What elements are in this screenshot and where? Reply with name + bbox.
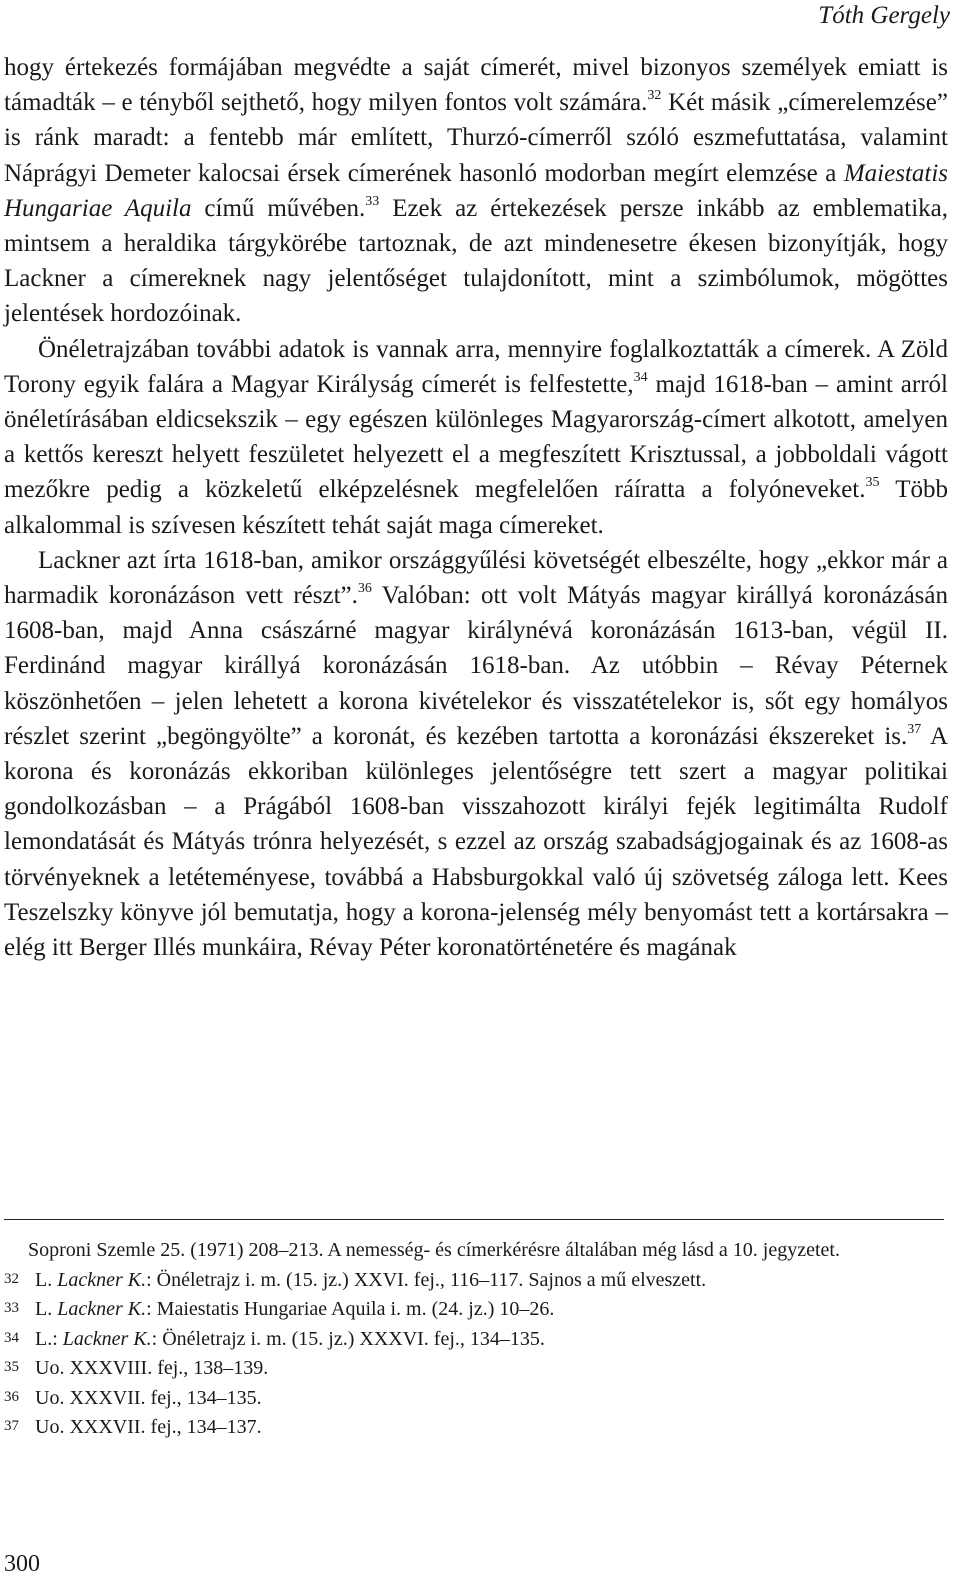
footnotes (4, 1236, 944, 1443)
footnote-36 (4, 1384, 944, 1414)
footnote-ref-33[interactable]: 33 (365, 193, 380, 209)
footnote-33 (4, 1295, 944, 1325)
main-text (4, 50, 948, 965)
book-title: Maiestatis Hungariae Aquila (4, 159, 948, 222)
footnote-author: Lackner K. (57, 1298, 147, 1320)
text-span: Két másik „címerelemzése” is ránk maradt: a fentebb már említett, Thurzó-címerről szóló eszmefuttatása, valamint Náprágyi Demeter kalocsai érsek címerének hasonló modorban megírt elemzése a (4, 89, 948, 187)
paragraph (4, 543, 948, 965)
footnote-text: L. (35, 1298, 58, 1320)
footnote-number: 32 (4, 1270, 19, 1287)
footnote-author: Lackner K. (62, 1327, 152, 1350)
page-number: 300 (4, 1551, 40, 1577)
text-span: majd 1618-ban – amint arról önéletírásában eldicsekszik – egy egészen különleges Magyarország-címert alkotott, amelyen a kettős kereszt helyett feszületet helyezett el a megfeszített Krisztussal, a jobboldali vágott mezőkre pedig a közkeletű elképzelésnek megfelelően ráíratta a folyóneveket. (4, 370, 948, 504)
footnote-ref-36[interactable]: 36 (357, 581, 372, 597)
footnote-number: 33 (4, 1300, 19, 1316)
footnote-ref-35[interactable]: 35 (865, 475, 880, 491)
footnote-continuation: Soproni Szemle 25. (1971) 208–213. A nemesség- és címerkérésre általában még lásd a 10. jegyzetet. (28, 1239, 840, 1261)
footnote-text: Uo. XXXVIII. fej., 138–139. (35, 1357, 269, 1379)
running-header: Tóth Gergely (818, 2, 950, 29)
footnote-text: L. (35, 1268, 58, 1291)
footnote-ref-34[interactable]: 34 (633, 369, 648, 385)
footnote-number: 35 (4, 1359, 19, 1375)
text-span: Önéletrajzában további adatok is vannak arra, mennyire foglalkoztatták a címerek. A Zöld Torony egyik falára a Magyar Királyság címerét is felfestette, (4, 335, 948, 398)
footnote-text: Uo. XXXVII. fej., 134–135. (35, 1386, 262, 1409)
footnote-number: 36 (4, 1388, 19, 1405)
text-span: Ezek az értekezések persze inkább az emblematika, mintsem a heraldika tárgykörébe tartoznak, de azt mindenesetre ékesen bizonyítják, hogy Lackner a címereknek nagy jelentőséget tulajdonított, mint a szimbólumok, mögöttes jelentések hordozóinak. (4, 194, 948, 328)
text-span: hogy értekezés formájában megvédte a saját címerét, mivel bizonyos személyek emiatt is támadták – e tényből sejthető, hogy milyen fontos volt számára. (4, 54, 948, 117)
footnote-author: Lackner K. (57, 1268, 147, 1291)
paragraph (4, 50, 948, 332)
footnote-text: : Önéletrajz i. m. (15. jz.) XXVI. fej., 116–117. Sajnos a mű elveszett. (146, 1268, 707, 1291)
paragraph (4, 332, 948, 543)
footnote-text: Uo. XXXVII. fej., 134–137. (35, 1416, 262, 1438)
footnote-number: 37 (4, 1418, 19, 1434)
footnote-35 (4, 1354, 944, 1384)
text-span: Valóban: ott volt Mátyás magyar királlyá koronázásán 1608-ban, majd Anna császárné magyar királynévá koronázásán 1613-ban, végül II. Ferdinánd magyar királlyá koronázásán 1618-ban. Az utóbbin – Révay Péternek köszönhetően – jelen lehetett a korona kivételekor és visszatételekor is, sőt egy homályos részlet szerint „begöngyölte” a koronát, és kezében tartotta a koronázási ékszereket is. (4, 582, 949, 750)
text-span: Lackner azt írta 1618-ban, amikor országgyűlési követségét elbeszélte, hogy „ekkor már a harmadik koronázáson vett részt”. (4, 546, 948, 610)
footnote-text: : Önéletrajz i. m. (15. jz.) XXXVI. fej., 134–135. (151, 1327, 545, 1350)
footnote-text: : Maiestatis Hungariae Aquila i. m. (24. jz.) 10–26. (146, 1298, 555, 1320)
footnote-text: L.: (35, 1327, 63, 1350)
text-span: című művében. (191, 194, 366, 222)
footnote-number: 34 (4, 1329, 19, 1346)
footnote-37 (4, 1413, 944, 1443)
footnote-ref-32[interactable]: 32 (647, 88, 662, 104)
text-span: Több alkalommal is szívesen készített tehát saját maga címereket. (4, 476, 948, 539)
footnote-ref-37[interactable]: 37 (907, 721, 922, 737)
footnote-34 (4, 1325, 944, 1355)
footnote-32 (4, 1266, 944, 1296)
footnote-separator (4, 1219, 944, 1220)
text-span: A korona és koronázás ekkoriban különleges jelentőségre tett szert a magyar politikai gondolkozásban – a Prágából 1608-ban visszahozott királyi fejék legitimálta Rudolf lemondatását és Mátyás trónra helyezését, s ezzel az ország szabadságjogainak és az 1608-as törvényeknek a letéteményese, továbbá a Habsburgokkal való új szövetség záloga lett. Kees Teszelszky könyve jól bemutatja, hogy a korona-jelenség mély benyomást tett a kortársakra – elég itt Berger Illés munkáira, Révay Péter koronatörténetére és magának (4, 722, 948, 962)
